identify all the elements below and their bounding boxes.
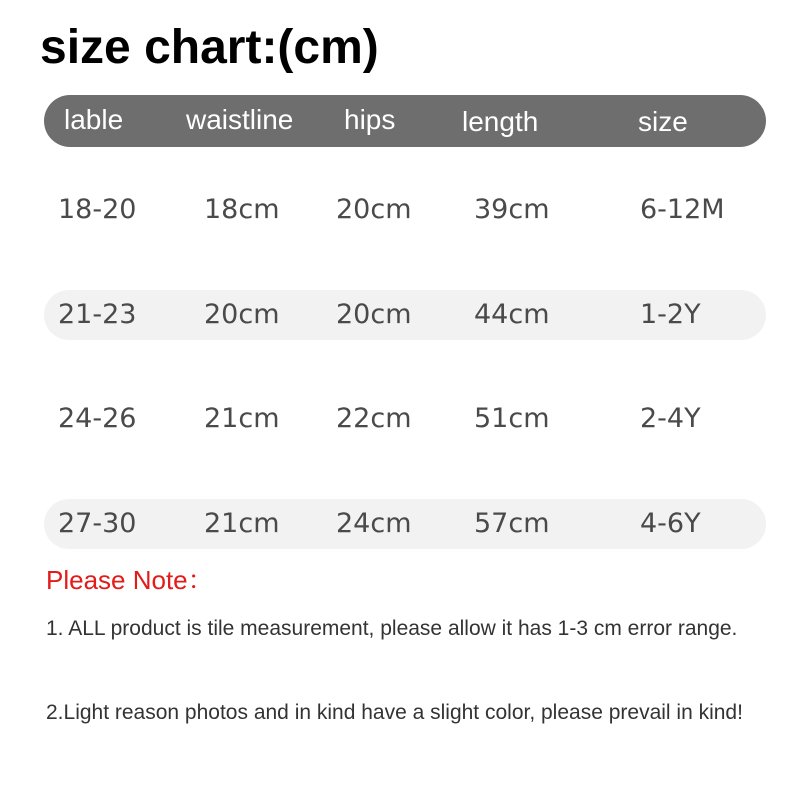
- cell-size: 2-4Y: [640, 403, 701, 434]
- table-row: [44, 499, 766, 549]
- cell-size: 4-6Y: [640, 508, 701, 539]
- cell-length: 51cm: [474, 403, 550, 434]
- cell-length: 57cm: [474, 508, 550, 539]
- cell-lable: 21-23: [58, 299, 137, 330]
- header-length: length: [462, 106, 539, 137]
- cell-lable: 18-20: [58, 194, 137, 225]
- cell-waistline: 21cm: [204, 403, 280, 434]
- cell-size: 6-12M: [640, 194, 725, 225]
- cell-waistline: 18cm: [204, 194, 280, 225]
- cell-hips: 24cm: [336, 508, 412, 539]
- cell-lable: 27-30: [58, 508, 137, 539]
- cell-length: 39cm: [474, 194, 550, 225]
- table-header-row: [44, 95, 766, 147]
- header-lable: lable: [64, 104, 124, 135]
- cell-hips: 20cm: [336, 194, 412, 225]
- table-row: [44, 290, 766, 340]
- note-item: 2.Light reason photos and in kind have a slight color, please prevail in kind!: [46, 701, 743, 724]
- cell-hips: 20cm: [336, 299, 412, 330]
- header-hips: hips: [344, 104, 396, 135]
- size-table: [44, 95, 766, 539]
- header-size: size: [638, 106, 688, 137]
- cell-length: 44cm: [474, 299, 550, 330]
- header-waistline: waistline: [186, 104, 294, 135]
- cell-hips: 22cm: [336, 403, 412, 434]
- table-row: [44, 185, 766, 235]
- note-item: 1. ALL product is tile measurement, please allow it has 1-3 cm error range.: [46, 617, 738, 640]
- note-title: Please Note：: [46, 565, 214, 595]
- cell-waistline: 20cm: [204, 299, 280, 330]
- table-row: [44, 394, 766, 444]
- cell-waistline: 21cm: [204, 508, 280, 539]
- cell-lable: 24-26: [58, 403, 137, 434]
- page-title: size chart:(cm): [40, 21, 379, 74]
- cell-size: 1-2Y: [640, 299, 701, 330]
